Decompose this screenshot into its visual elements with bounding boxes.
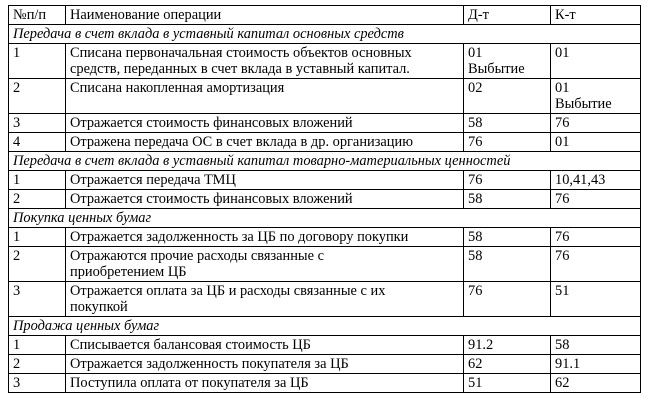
credit-line: 76 [555,191,570,207]
cell-num: 1 [9,171,66,190]
table-row [9,247,641,282]
credit-line: 76 [555,115,570,131]
section-title: Покупка ценных бумаг [9,209,641,228]
cell-debit [464,228,551,247]
debit-line: Выбытие [468,61,525,77]
cell-num: 1 [9,228,66,247]
cell-num: 1 [9,44,66,79]
table-body [9,6,641,393]
header-operation: Наименование операции [66,6,464,25]
table-row [9,133,641,152]
section-row [9,209,641,228]
credit-line: Выбытие [555,96,612,112]
cell-credit [551,114,641,133]
cell-num: 3 [9,282,66,317]
cell-credit [551,228,641,247]
credit-line: 62 [555,375,570,391]
section-row [9,317,641,336]
section-row [9,152,641,171]
cell-operation [66,228,464,247]
cell-debit [464,282,551,317]
debit-line: 58 [468,191,483,207]
cell-debit [464,133,551,152]
operation-line: средств, переданных в счет вклада в уставный капитал. [70,61,410,77]
cell-credit [551,133,641,152]
operation-line: Отражаются прочие расходы связанные с [70,248,324,264]
cell-credit [551,247,641,282]
cell-num: 2 [9,190,66,209]
cell-credit [551,190,641,209]
table-row [9,282,641,317]
cell-operation [66,171,464,190]
operation-line: покупкой [70,299,128,315]
operation-line: Списана накопленная амортизация [70,80,285,96]
cell-num: 3 [9,374,66,393]
cell-credit [551,282,641,317]
credit-line: 76 [555,229,570,245]
cell-num: 1 [9,336,66,355]
debit-line: 58 [468,229,483,245]
credit-line: 51 [555,283,570,299]
cell-debit [464,355,551,374]
credit-line: 76 [555,248,570,264]
credit-line: 91.1 [555,356,581,372]
cell-debit [464,190,551,209]
section-row [9,25,641,44]
debit-line: 76 [468,172,483,188]
accounting-entries-table [8,5,641,393]
cell-operation [66,374,464,393]
cell-debit [464,79,551,114]
cell-credit [551,44,641,79]
operation-line: Отражается задолженность покупателя за ЦБ [70,356,349,372]
table-row [9,44,641,79]
operation-line: Отражается передача ТМЦ [70,172,236,188]
operation-line: Списывается балансовая стоимость ЦБ [70,337,311,353]
cell-num: 2 [9,355,66,374]
table-row [9,190,641,209]
cell-credit [551,336,641,355]
table-row [9,336,641,355]
credit-line: 10,41,43 [555,172,606,188]
table-row [9,114,641,133]
debit-line: 01 [468,45,483,61]
cell-operation [66,190,464,209]
debit-line: 91.2 [468,337,494,353]
cell-operation [66,355,464,374]
operation-line: Поступила оплата от покупателя за ЦБ [70,375,309,391]
section-title: Продажа ценных бумаг [9,317,641,336]
cell-num: 4 [9,133,66,152]
cell-debit [464,114,551,133]
table-row [9,355,641,374]
cell-credit [551,374,641,393]
operation-line: Списана первоначальная стоимость объектов основных [70,45,412,61]
section-title: Передача в счет вклада в уставный капитал основных средств [9,25,641,44]
credit-line: 01 [555,80,570,96]
cell-credit [551,79,641,114]
table-row [9,79,641,114]
credit-line: 58 [555,337,570,353]
cell-debit [464,171,551,190]
cell-operation [66,247,464,282]
header-row [9,6,641,25]
cell-debit [464,374,551,393]
table-row [9,374,641,393]
cell-operation [66,114,464,133]
table-row [9,228,641,247]
cell-debit [464,247,551,282]
cell-operation [66,336,464,355]
cell-operation [66,282,464,317]
debit-line: 62 [468,356,483,372]
credit-line: 01 [555,134,570,150]
cell-debit [464,44,551,79]
cell-operation [66,79,464,114]
operation-line: Отражается стоимость финансовых вложений [70,115,353,131]
debit-line: 76 [468,283,483,299]
table-row [9,171,641,190]
debit-line: 76 [468,134,483,150]
debit-line: 58 [468,115,483,131]
operation-line: Отражается оплата за ЦБ и расходы связанные с их [70,283,386,299]
cell-credit [551,355,641,374]
cell-num: 3 [9,114,66,133]
section-title: Передача в счет вклада в уставный капитал товарно-материальных ценностей [9,152,641,171]
header-debit: Д-т [464,6,551,25]
credit-line: 01 [555,45,570,61]
cell-debit [464,336,551,355]
cell-credit [551,171,641,190]
operation-line: Отражена передача ОС в счет вклада в др. организацию [70,134,413,150]
debit-line: 58 [468,248,483,264]
operation-line: Отражается стоимость финансовых вложений [70,191,353,207]
header-credit: К-т [551,6,641,25]
cell-operation [66,44,464,79]
header-num: №п/п [9,6,66,25]
debit-line: 51 [468,375,483,391]
cell-num: 2 [9,79,66,114]
debit-line: 02 [468,80,483,96]
cell-operation [66,133,464,152]
operation-line: Отражается задолженность за ЦБ по договору покупки [70,229,409,245]
cell-num: 2 [9,247,66,282]
operation-line: приобретением ЦБ [70,264,187,280]
